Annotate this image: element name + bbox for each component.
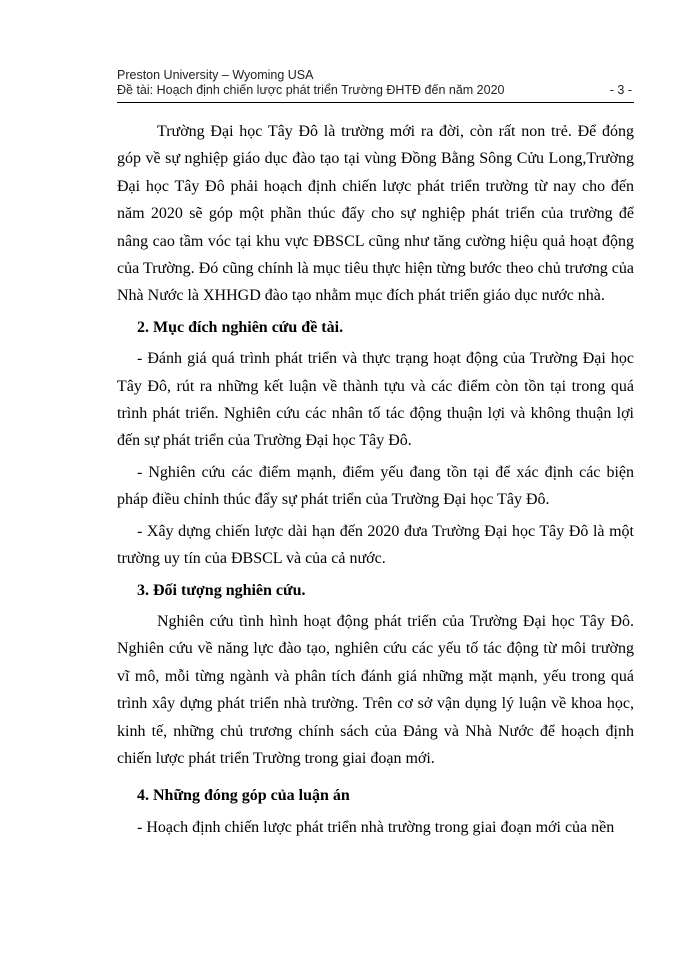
document-body: [117, 118, 634, 841]
header-topic: Đề tài: Hoạch định chiến lược phát triển Trường ĐHTĐ đến năm 2020: [117, 83, 505, 97]
section3-heading: 3. Đối tượng nghiên cứu.: [137, 581, 306, 599]
section2-heading: 2. Mục đích nghiên cứu đề tài.: [137, 318, 344, 336]
section4-heading: 4. Những đóng góp của luận án: [137, 787, 350, 805]
page-header: [117, 68, 632, 98]
page-number: - 3 -: [609, 83, 632, 97]
header-university: Preston University – Wyoming USA: [117, 68, 314, 82]
section2-item-3: - Xây dựng chiến lược dài hạn đến 2020 đưa Trường Đại học Tây Đô là một trường uy tín của ĐBSCL và của cả nước.: [117, 522, 634, 568]
header-row2: [117, 83, 632, 98]
section2-item-2: - Nghiên cứu các điểm mạnh, điểm yếu đang tồn tại để xác định các biện pháp điều chỉnh thúc đẩy sự phát triển của Trường Đại học Tây Đô.: [117, 463, 634, 509]
header-divider: [117, 102, 634, 103]
section3-paragraph: Nghiên cứu tình hình hoạt động phát triển của Trường Đại học Tây Đô. Nghiên cứu về năng lực đào tạo, nghiên cứu các yếu tố tác động từ môi trường vĩ mô, mỗi từng ngành và phân tích đánh giá những mặt mạnh, yếu trong quá trình xây dựng phát triển nhà trường. Trên cơ sở vận dụng lý luận về khoa học, kinh tế, những chủ trương chính sách của Đảng và Nhà Nước để hoạch định chiến lược phát triển Trường trong giai đoạn mới.: [117, 612, 634, 767]
intro-paragraph: Trường Đại học Tây Đô là trường mới ra đời, còn rất non trẻ. Để đóng góp về sự nghiệp giáo dục đào tạo tại vùng Đồng Bằng Sông Cửu Long,Trường Đại học Tây Đô phải hoạch định chiến lược phát triển trường từ nay cho đến năm 2020 sẽ góp một phần thúc đẩy cho sự nghiệp phát triển của trường để nâng cao tầm vóc tại khu vực ĐBSCL cũng như tăng cường hiệu quả hoạt động của Trường. Đó cũng chính là mục tiêu thực hiện từng bước theo chủ trương của Nhà Nước là XHHGD đào tạo nhằm mục đích phát triển giáo dục nước nhà.: [117, 123, 634, 305]
section2-item-1: - Đánh giá quá trình phát triển và thực trạng hoạt động của Trường Đại học Tây Đô, rút ra những kết luận về thành tựu và các điểm còn tồn tại trong quá trình phát triển. Nghiên cứu các nhân tố tác động thuận lợi và không thuận lợi đến sự phát triển của Trường Đại học Tây Đô.: [117, 350, 634, 450]
section4-item-1: - Hoạch định chiến lược phát triển nhà trường trong giai đoạn mới của nền: [137, 818, 615, 836]
